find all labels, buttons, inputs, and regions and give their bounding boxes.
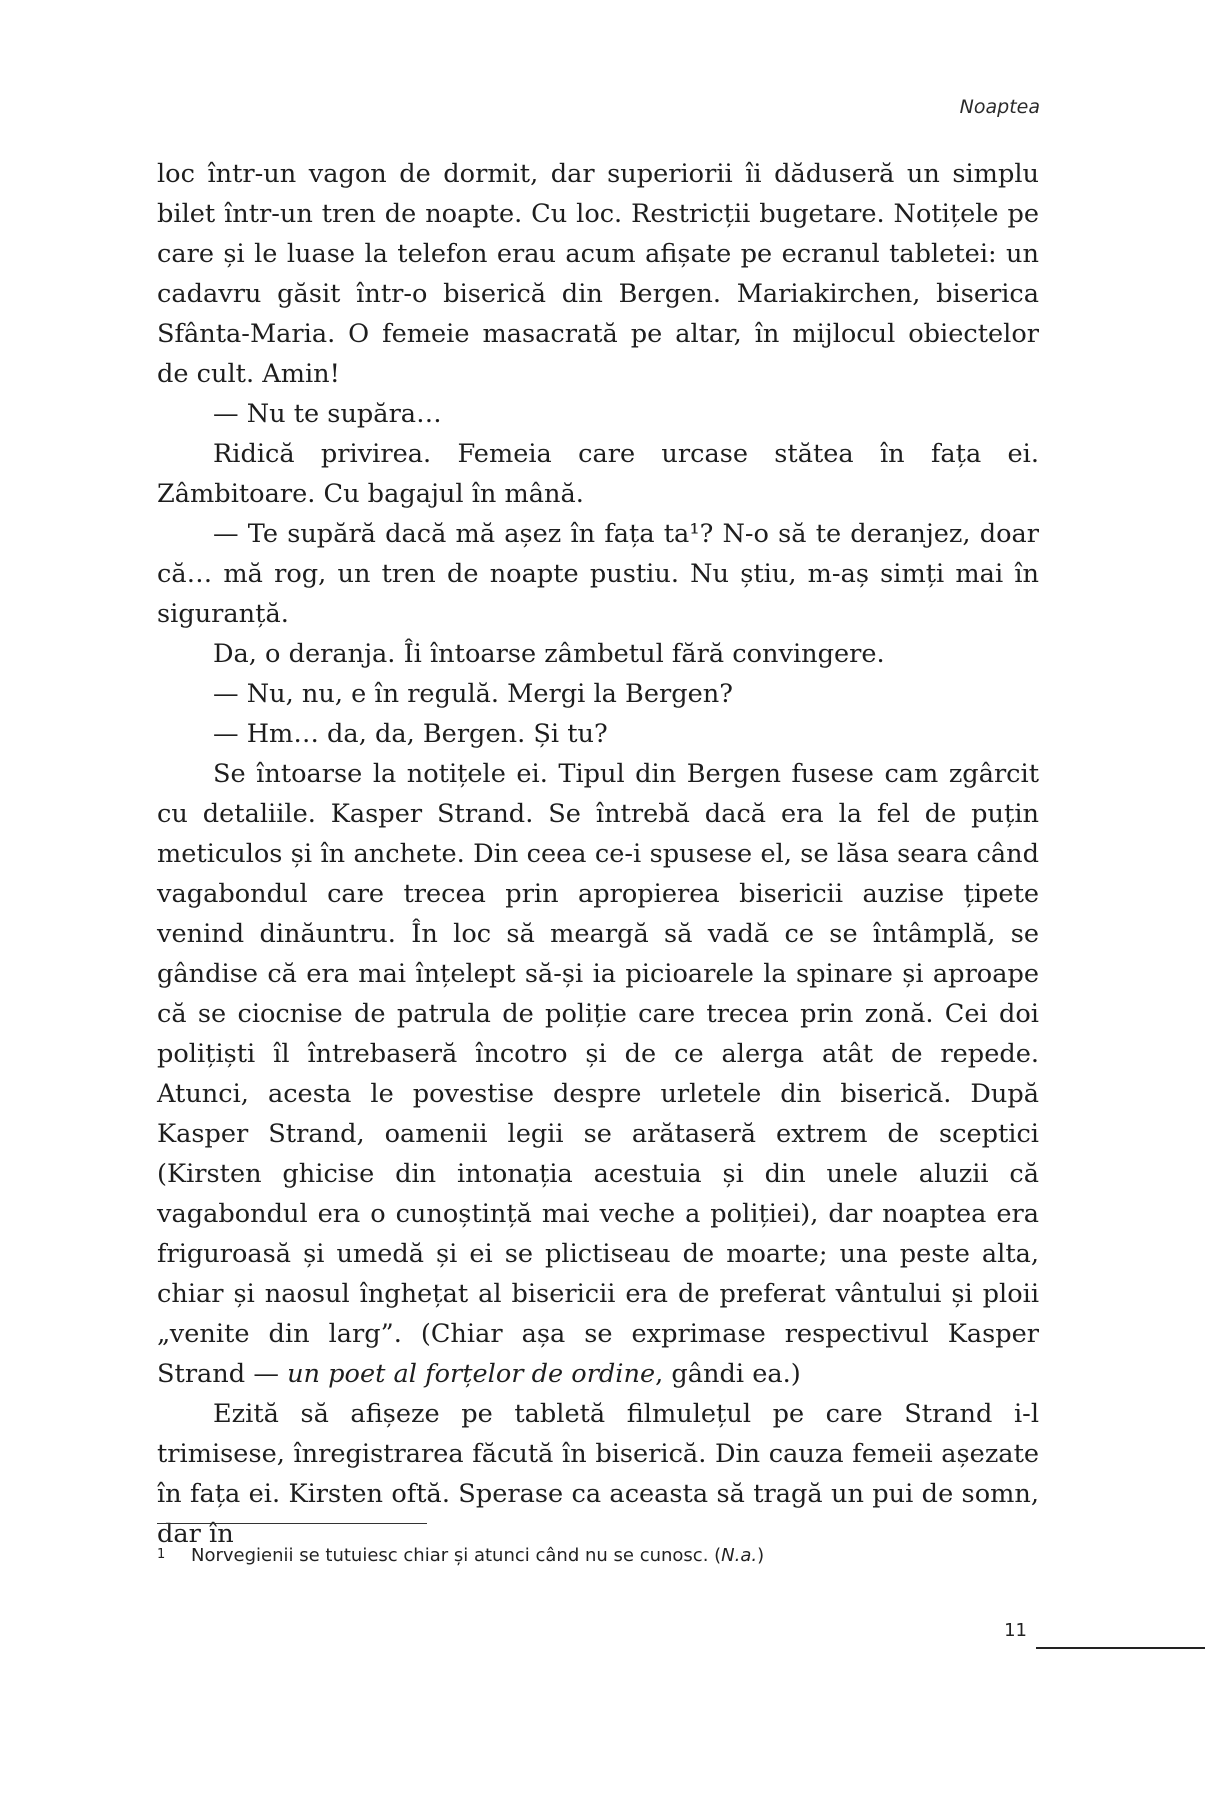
footnote-text: Norvegienii se tutuiesc chiar și atunci când nu se cunosc. (	[191, 1545, 722, 1566]
page-number-rule	[1036, 1647, 1205, 1649]
paragraph-4: — Te supără dacă mă așez în fața ta¹? N-o să te deranjez, doar că… mă rog, un tren de noapte pustiu. Nu știu, m-aș simți mai în siguranță.	[157, 519, 1039, 629]
paragraph-8	[157, 754, 1039, 1394]
paragraph-8-text: Se întoarse la notițele ei. Tipul din Bergen fusese cam zgârcit cu detaliile. Kasper Strand. Se întrebă dacă era la fel de puțin meticulos și în anchete. Din ceea ce-i spusese el, se lăsa seara când vagabondul care trecea prin apropierea bisericii auzise țipete venind dinăuntru. În loc să meargă să vadă ce se întâmplă, se gândise că era mai înțelept să-și ia picioarele la spinare și aproape că se ciocnise de patrula de poliție care trecea prin zonă. Cei doi polițiști îl întrebaseră încotro și de ce alerga atât de repede. Atunci, acesta le povestise despre urletele din biserică. După Kasper Strand, oamenii legii se arătaseră extrem de sceptici (Kirsten ghicise din intonația acestuia și din unele aluzii că vagabondul era o cunoștință mai veche a poliției), dar noaptea era friguroasă și umedă și ei se plictiseau de moarte; una peste alta, chiar și naosul înghețat al bisericii era de preferat vântului și ploii „venite din larg”. (Chiar așa se exprimase respectivul Kasper Strand —	[157, 759, 1039, 1389]
paragraph-6: — Nu, nu, e în regulă. Mergi la Bergen?	[213, 679, 733, 709]
paragraph-7: — Hm… da, da, Bergen. Și tu?	[213, 719, 608, 749]
paragraph-5: Da, o deranja. Îi întoarse zâmbetul fără convingere.	[213, 639, 885, 669]
paragraph-1: loc într-un vagon de dormit, dar superiorii îi dăduseră un simplu bilet într-un tren de noapte. Cu loc. Restricții bugetare. Notițele pe care și le luase la telefon erau acum afișate pe ecranul tabletei: un cadavru găsit într-o biserică din Bergen. Mariakirchen, biserica Sfânta-Maria. O femeie masacrată pe altar, în mijlocul obiectelor de cult. Amin!	[157, 159, 1039, 389]
page-number: 11	[1004, 1620, 1027, 1641]
footnote	[157, 1545, 1039, 1566]
paragraph-3: Ridică privirea. Femeia care urcase stătea în fața ei. Zâmbitoare. Cu bagajul în mână.	[157, 439, 1039, 509]
paragraph-2: — Nu te supăra…	[213, 399, 442, 429]
paragraph-9: Ezită să afișeze pe tabletă filmulețul pe care Strand i-l trimisese, înregistrarea făcută în biserică. Din cauza femeii așezate în fața ei. Kirsten oftă. Sperase ca aceasta să tragă un pui de somn, dar în	[157, 1399, 1039, 1549]
body-text	[157, 154, 1039, 1554]
running-head: Noaptea	[959, 96, 1040, 118]
footnote-italic: N.a.	[721, 1545, 758, 1566]
footnote-close: )	[757, 1545, 765, 1566]
paragraph-8-italic: un poet al forțelor de ordine	[287, 1359, 656, 1389]
footnote-number: 1	[157, 1547, 166, 1562]
footnote-divider	[157, 1523, 427, 1524]
paragraph-8-tail: , gândi ea.)	[655, 1359, 801, 1389]
